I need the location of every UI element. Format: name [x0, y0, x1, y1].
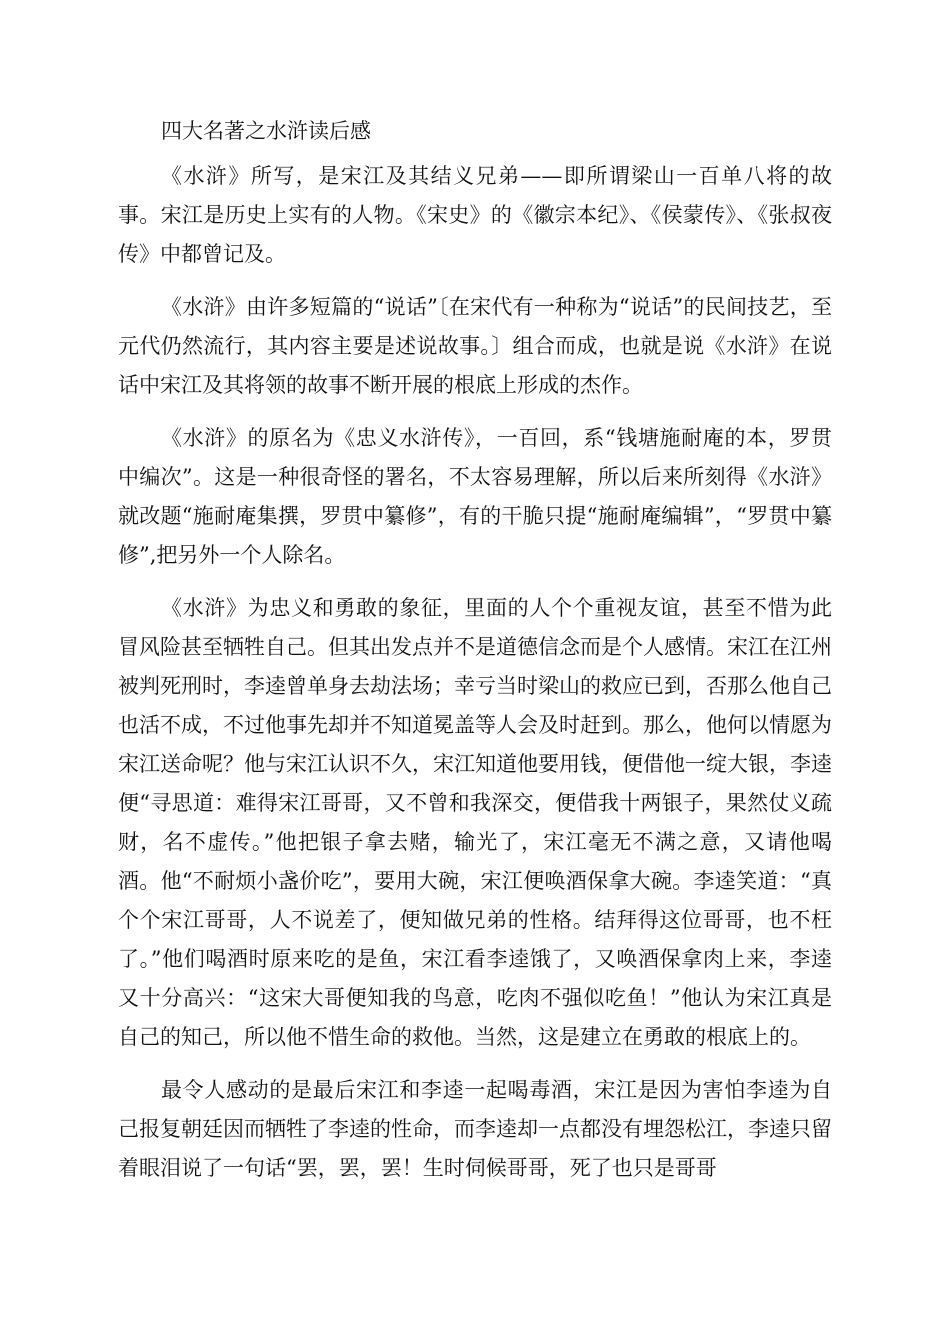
paragraph-origin: 《水浒》由许多短篇的“说话”〔在宋代有一种称为“说话”的民间技艺，至元代仍然流行，其内容主要是述说故事。〕组合而成，也就是说《水浒》在说话中宋江及其将领的故事不断开展的根底上形成的杰作。	[118, 295, 832, 397]
document-body	[118, 112, 832, 1202]
paragraph-ending: 最令人感动的是最后宋江和李逵一起喝毒酒，宋江是因为害怕李逵为自己报复朝廷因而牺牲了李逵的性命，而李逵却一点都没有埋怨松江，李逵只留着眼泪说了一句话“罢，罢，罢！生时伺候哥哥，死了也只是哥哥	[118, 1078, 832, 1180]
document-title: 四大名著之水浒读后感	[161, 119, 371, 143]
paragraph-intro: 《水浒》所写，是宋江及其结义兄弟——即所谓梁山一百单八将的故事。宋江是历史上实有的人物。《宋史》的《徽宗本纪》、《侯蒙传》、《张叔夜传》中都曾记及。	[118, 164, 832, 266]
paragraph-authorship: 《水浒》的原名为《忠义水浒传》，一百回，系“钱塘施耐庵的本，罗贯中编次”。这是一种很奇怪的署名，不太容易理解，所以后来所刻得《水浒》就改题“施耐庵集撰，罗贯中纂修”，有的干脆只提“施耐庵编辑”，“罗贯中纂修”,把另外一个人除名。	[118, 426, 832, 567]
paragraph-loyalty: 《水浒》为忠义和勇敢的象征，里面的人个个重视友谊，甚至不惜为此冒风险甚至牺牲自己。但其出发点并不是道德信念而是个人感情。宋江在江州被判死刑时，李逵曾单身去劫法场；幸亏当时梁山的救应已到，否那么他自己也活不成，不过他事先却并不知道冕盖等人会及时赶到。那么，他何以情愿为宋江送命呢？他与宋江认识不久，宋江知道他要用钱，便借他一绽大银，李逵便“寻思道：难得宋江哥哥，又不曾和我深交，便借我十两银子，果然仗义疏财，名不虚传。”他把银子拿去赌，输光了，宋江毫无不满之意，又请他喝酒。他“不耐烦小盏价吃”，要用大碗，宋江便唤酒保拿大碗。李逵笑道：“真个个宋江哥哥，人不说差了，便知做兄弟的性格。结拜得这位哥哥，也不枉了。”他们喝酒时原来吃的是鱼，宋江看李逵饿了，又唤酒保拿肉上来，李逵又十分高兴：“这宋大哥便知我的鸟意，吃肉不强似吃鱼！”他认为宋江真是自己的知己，所以他不惜生命的救他。当然，这是建立在勇敢的根底上的。	[118, 596, 832, 1049]
